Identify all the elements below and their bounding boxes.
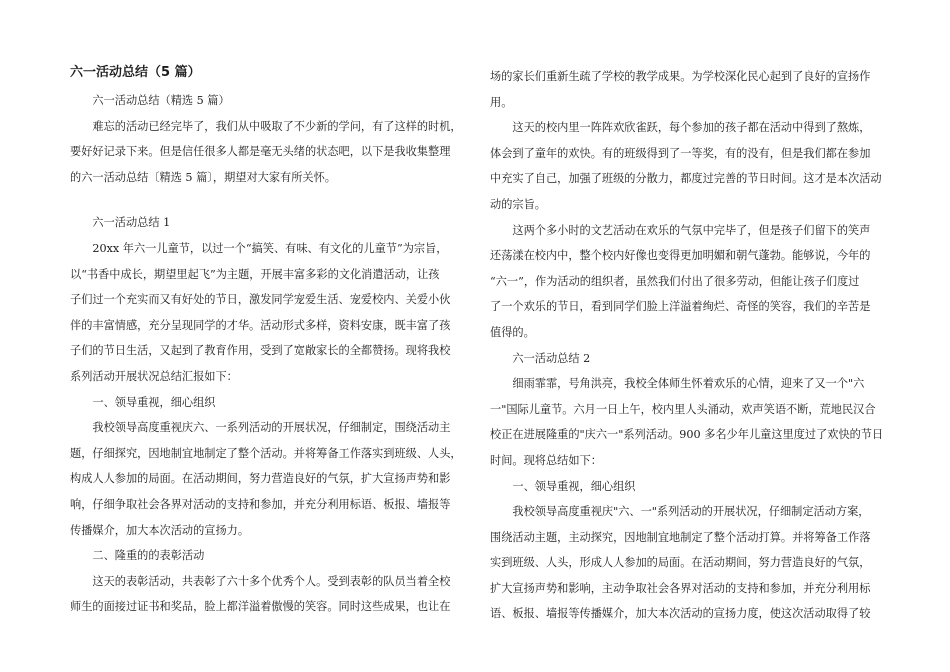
paragraph: 我校领导高度重视庆六、一系列活动的开展状况，仔细制定，围绕活动主 题，仔细探究，因地制宜地制定了整个活动。并将筹备工作落实到班级、人头， 构成人人参加的局面。在活动期间，努力营造良好的气氛，扩大宣扬声势和影 响，仔细争取社会各界对活动的支持和参加，并充分利用标语、板报、墙报等 传播媒介，加大本次活动的宣扬力。 [70, 421, 462, 537]
paragraph: 一、领导重视，细心组织 [92, 395, 216, 409]
paragraph: 20xx 年六一儿童节，以过一个“搞笑、有味、有文化的儿童节”为宗旨， 以“书香中成长，期望里起飞”为主题，开展丰富多彩的文化消遣活动，让孩 子们过一个充实而又有好处的节日，激发同学宠爱生活、宠爱校内、关爱小伙 伴的丰富情感，充分呈现同学的才华。活动形式多样，资料安康，既丰富了孩 子们的节日生活，又起到了教育作用，受到了宽敞家长的全都赞扬。现将我校 系列活动开展状况总结汇报如下： [70, 241, 451, 383]
paragraph: 我校领导高度重视庆"六、一"系列活动的开展状况，仔细制定活动方案， 围绕活动主题，主动探究，因地制宜地制定了整个活动打算。并将筹备工作落 实到班级、人头，形成人人参加的局面。在活动期间，努力营造良好的气氛， 扩大宣扬声势和影响，主动争取社会各界对活动的支持和参加，并充分利用标 语、板报、墙报等传播媒介，加大本次活动的宣扬力度，使这次活动取得了较 [490, 505, 871, 621]
paragraph: 六一活动总结 2 [512, 351, 591, 365]
paragraph: 六一活动总结（精选 5 篇） [92, 94, 230, 107]
paragraph: 六一活动总结 1 [92, 216, 171, 230]
paragraph-gap [70, 190, 465, 210]
paragraph: 场的家长们重新生疏了学校的教学成果。为学校深化民心起到了良好的宣扬作 用。 [490, 70, 871, 109]
paragraph: 这两个多小时的文艺活动在欢乐的气氛中完毕了，但是孩子们留下的笑声 还荡漾在校内中，整个校内好像也变得更加明媚和朝气蓬勃。能够说，今年的 “六一”，作为活动的组织者，虽然我们付出了很多劳动，但能让孩子们度过 了一个欢乐的节日，看到同学们脸上洋溢着绚烂、奇怪的笑容，我们的辛苦是 值得的。 [490, 223, 871, 339]
paragraph: 难忘的活动已经完毕了，我们从中吸取了不少新的学问，有了这样的时机， 要好好记录下来。但是信任很多人都是毫无头绪的状态吧，以下是我收集整理 的六一活动总结〔精选 5 篇〕，期望对大家有所关怀。 [70, 119, 462, 184]
document-title: 六一活动总结（5 篇） [70, 65, 201, 80]
left-column-body [70, 88, 465, 620]
right-column [490, 64, 885, 627]
paragraph: 一、领导重视，细心组织 [512, 479, 636, 493]
paragraph: 这天的表彰活动，共表彰了六十多个优秀个人。受到表彰的队员当着全校 师生的面接过证书和奖品，脸上都洋溢着傲慢的笑容。同时这些成果，也让在 [70, 574, 451, 614]
paragraph: 这天的校内里一阵阵欢欣雀跃，每个参加的孩子都在活动中得到了熬炼， 体会到了童年的欢快。有的班级得到了一等奖，有的没有，但是我们都在参加 中充实了自己，加强了班级的分散力，都度过完善的节日时间。这才是本次活动 动的宗旨。 [490, 121, 882, 211]
left-column [70, 64, 465, 620]
paragraph: 细雨霏霏，号角洪亮，我校全体师生怀着欢乐的心情，迎来了又一个"六 一"国际儿童节。六月一日上午，校内里人头涌动，欢声笑语不断，荒地民汉合 校正在进展隆重的"庆六一"系列活动。900 多名少年儿童这里度过了欢快的节日 时间。现将总结如下： [490, 377, 884, 467]
paragraph: 二、隆重的的表彰活动 [92, 549, 205, 563]
right-column-body [490, 64, 885, 627]
